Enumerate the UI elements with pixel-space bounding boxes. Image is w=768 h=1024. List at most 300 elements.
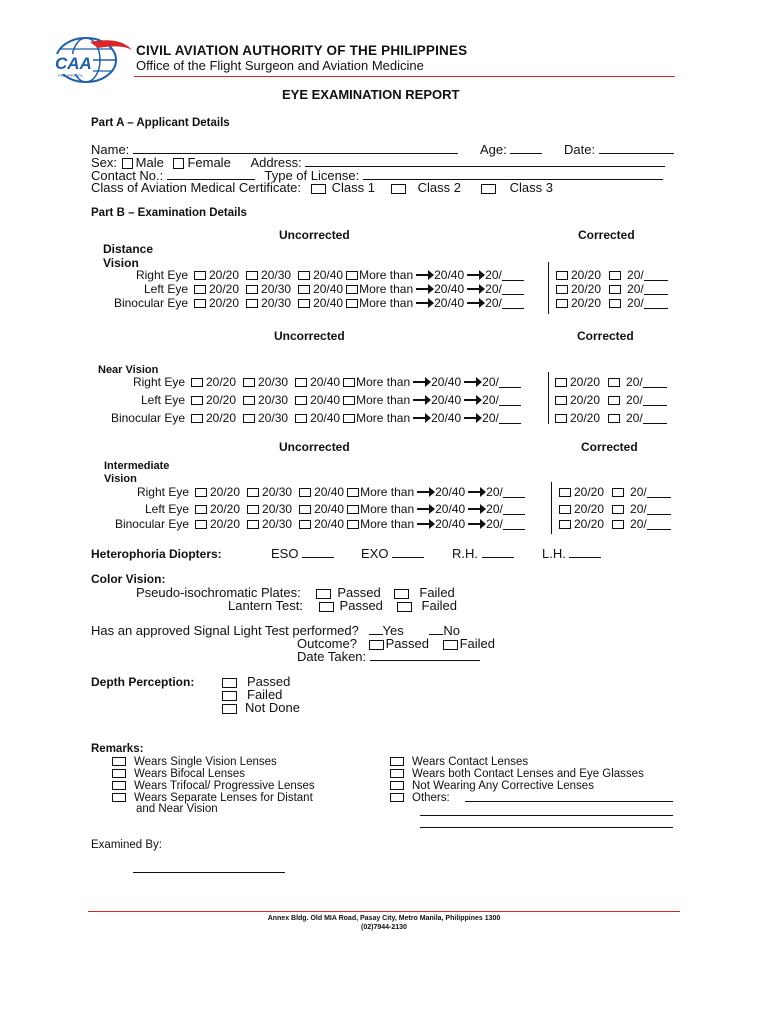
- heterophoria-rh: [452, 546, 514, 561]
- depth-notdone-row: [222, 700, 300, 715]
- heterophoria-exo: [361, 546, 424, 561]
- opt-2020-checkbox[interactable]: [191, 378, 203, 387]
- opt-2020-label: 20/20: [206, 375, 237, 389]
- opt-2030-checkbox[interactable]: [246, 271, 258, 280]
- opt-2030-checkbox[interactable]: [247, 488, 259, 497]
- remark-right-item: [390, 792, 450, 804]
- signal-yes-label: Yes: [382, 623, 404, 638]
- opt-result-label: 20/: [482, 375, 499, 389]
- remark-right-label: Others:: [412, 792, 450, 804]
- part-b-heading: Part B – Examination Details: [91, 207, 247, 219]
- opt-2040-label: 20/40: [314, 485, 345, 499]
- class-label: Class of Aviation Medical Certificate:: [91, 180, 302, 195]
- uncorrected-result-field[interactable]: [503, 504, 525, 515]
- corrected-result-field[interactable]: [643, 377, 667, 388]
- pip-passed-label: Passed: [337, 585, 381, 600]
- vision-row-label: Right Eye: [132, 375, 185, 389]
- vision-row-label: Binocular Eye: [114, 517, 189, 531]
- depth-label: Depth Perception:: [91, 675, 195, 689]
- remark-right-item: [390, 780, 594, 792]
- vision-row-left: [100, 502, 525, 516]
- opt-result-label: 20/: [482, 393, 499, 407]
- vision-row-binocular: [100, 517, 525, 531]
- corr-other-checkbox[interactable]: [608, 378, 620, 387]
- corr-2020-checkbox[interactable]: [556, 285, 568, 294]
- depth-failed-label: Failed: [247, 687, 283, 702]
- arrow-right-icon: [416, 288, 432, 290]
- class3-label: Class 3: [509, 180, 553, 195]
- arrow-right-icon: [467, 274, 483, 276]
- vision-row-right: [100, 375, 521, 389]
- corr-2020-checkbox[interactable]: [559, 488, 571, 497]
- opt-more-label: More than: [356, 393, 411, 407]
- org-name: CIVIL AVIATION AUTHORITY OF THE PHILIPPINES: [136, 43, 468, 58]
- opt-more-checkbox[interactable]: [343, 396, 355, 405]
- arrow-right-icon: [467, 288, 483, 290]
- opt-2040-checkbox[interactable]: [299, 505, 311, 514]
- outcome-passed-label: Passed: [385, 636, 429, 651]
- corr-other-label: 20/: [627, 268, 644, 282]
- arrow-right-icon: [464, 381, 480, 383]
- heterophoria-lh: [542, 546, 601, 561]
- vision-row-label: Left Eye: [140, 393, 185, 407]
- opt-2040-checkbox[interactable]: [298, 285, 310, 294]
- vision-row-label: Left Eye: [144, 502, 189, 516]
- opt-2040-checkbox[interactable]: [298, 299, 310, 308]
- opt-more-checkbox[interactable]: [346, 299, 358, 308]
- uncorrected-result-field[interactable]: [499, 413, 521, 424]
- vision-row-label: Right Eye: [135, 268, 188, 282]
- opt-more-label: More than: [356, 411, 411, 425]
- lantern-passed-label: Passed: [339, 598, 383, 613]
- date-taken-row: [297, 649, 480, 664]
- opt-2040-checkbox[interactable]: [295, 378, 307, 387]
- remark-left-label: Wears Bifocal Lenses: [134, 768, 246, 780]
- intermediate-vision-label-2: Vision: [104, 473, 137, 485]
- opt-2020-label: 20/20: [210, 502, 241, 516]
- rh-label: R.H.: [452, 546, 478, 561]
- opt-2040-label: 20/40: [310, 411, 341, 425]
- heterophoria-row: [91, 546, 222, 561]
- opt-result-label: 20/: [486, 517, 503, 531]
- name-label: Name:: [91, 142, 130, 157]
- opt-result-label: 20/: [482, 411, 499, 425]
- corr-other-checkbox[interactable]: [612, 520, 624, 529]
- corr-2020-label: 20/20: [574, 502, 605, 516]
- opt-to-label: 20/40: [435, 485, 466, 499]
- logo-text: CAA: [55, 54, 92, 73]
- opt-result-label: 20/: [486, 502, 503, 516]
- uncorrected-result-field[interactable]: [502, 270, 524, 281]
- corrected-row-binocular: [559, 517, 671, 531]
- uncorrected-result-field[interactable]: [499, 395, 521, 406]
- outcome-failed-label: Failed: [459, 636, 496, 651]
- male-label: Male: [135, 155, 164, 170]
- footer-address: Annex Bldg. Old MIA Road, Pasay City, Metro Manila, Philippines 1300: [267, 915, 501, 922]
- vision-row-left: [100, 393, 521, 407]
- opt-2030-label: 20/30: [262, 502, 293, 516]
- header-rule: [134, 76, 675, 77]
- heterophoria-label: Heterophoria Diopters:: [91, 547, 222, 561]
- opt-2040-checkbox[interactable]: [299, 520, 311, 529]
- arrow-right-icon: [413, 399, 429, 401]
- opt-to-label: 20/40: [431, 411, 462, 425]
- remark-right-label: Wears Contact Lenses: [412, 756, 529, 768]
- corrected-result-field[interactable]: [647, 487, 671, 498]
- remark-right-label: Wears both Contact Lenses and Eye Glasses: [412, 768, 644, 780]
- opt-more-checkbox[interactable]: [346, 271, 358, 280]
- distance-corrected-header: Corrected: [578, 228, 635, 242]
- arrow-right-icon: [413, 381, 429, 383]
- corrected-row-right: [556, 268, 668, 282]
- corr-other-label: 20/: [630, 502, 647, 516]
- opt-to-label: 20/40: [435, 502, 466, 516]
- heterophoria-eso: [271, 546, 334, 561]
- remark-left-label: Wears Single Vision Lenses: [134, 756, 277, 768]
- remark-right-label: Not Wearing Any Corrective Lenses: [412, 780, 594, 792]
- vision-row-right: [100, 485, 525, 499]
- corr-2020-checkbox[interactable]: [556, 299, 568, 308]
- others-line-3[interactable]: [420, 827, 673, 828]
- opt-2020-label: 20/20: [209, 282, 240, 296]
- remark-right-checkbox[interactable]: [390, 793, 404, 802]
- opt-2040-label: 20/40: [314, 517, 345, 531]
- opt-2040-checkbox[interactable]: [295, 396, 307, 405]
- uncorrected-result-field[interactable]: [503, 519, 525, 530]
- opt-result-label: 20/: [485, 268, 502, 282]
- corr-other-label: 20/: [627, 296, 644, 310]
- contact-field[interactable]: [167, 168, 255, 180]
- signal-no-field[interactable]: [429, 623, 443, 635]
- vision-row-left: [100, 282, 524, 296]
- opt-2030-label: 20/30: [261, 296, 292, 310]
- opt-2030-checkbox[interactable]: [247, 505, 259, 514]
- arrow-right-icon: [464, 417, 480, 419]
- corr-2020-label: 20/20: [571, 296, 602, 310]
- opt-2030-checkbox[interactable]: [246, 299, 258, 308]
- lantern-label: Lantern Test:: [228, 598, 303, 613]
- opt-2030-checkbox[interactable]: [246, 285, 258, 294]
- rh-field[interactable]: [482, 546, 514, 558]
- opt-result-label: 20/: [485, 296, 502, 310]
- corr-2020-label: 20/20: [571, 282, 602, 296]
- opt-more-label: More than: [360, 485, 415, 499]
- opt-2030-label: 20/30: [258, 393, 289, 407]
- opt-2030-checkbox[interactable]: [243, 396, 255, 405]
- outcome-label: Outcome?: [297, 636, 357, 651]
- opt-more-checkbox[interactable]: [346, 285, 358, 294]
- opt-2020-checkbox[interactable]: [191, 396, 203, 405]
- remark-left-checkbox[interactable]: [112, 757, 126, 766]
- caap-logo: [50, 36, 134, 84]
- corr-other-checkbox[interactable]: [609, 285, 621, 294]
- corr-2020-label: 20/20: [570, 375, 601, 389]
- opt-2040-label: 20/40: [313, 268, 344, 282]
- vision-row-label: Right Eye: [136, 485, 189, 499]
- lantern-passed-checkbox[interactable]: [319, 602, 334, 612]
- opt-2020-label: 20/20: [209, 296, 240, 310]
- corr-other-checkbox[interactable]: [612, 505, 624, 514]
- examined-by-label: Examined By:: [91, 839, 162, 851]
- remark-right-checkbox[interactable]: [390, 757, 404, 766]
- corrected-row-right: [555, 375, 667, 389]
- arrow-right-icon: [416, 302, 432, 304]
- arrow-right-icon: [468, 508, 484, 510]
- corr-other-checkbox[interactable]: [612, 488, 624, 497]
- opt-2020-checkbox[interactable]: [194, 299, 206, 308]
- opt-2040-checkbox[interactable]: [299, 488, 311, 497]
- opt-2040-label: 20/40: [310, 375, 341, 389]
- corrected-result-field[interactable]: [643, 413, 667, 424]
- corrected-row-right: [559, 485, 671, 499]
- opt-2020-checkbox[interactable]: [195, 488, 207, 497]
- opt-2020-label: 20/20: [210, 517, 241, 531]
- exo-field[interactable]: [392, 546, 424, 558]
- corr-other-label: 20/: [626, 411, 643, 425]
- remark-right-item: [390, 756, 528, 768]
- distance-vision-label-2: Vision: [103, 256, 139, 270]
- signal-question: Has an approved Signal Light Test performed?: [91, 623, 359, 638]
- distance-vision-label: Distance: [103, 242, 154, 256]
- opt-2020-checkbox[interactable]: [194, 285, 206, 294]
- corrected-row-left: [555, 393, 667, 407]
- corr-other-checkbox[interactable]: [608, 396, 620, 405]
- remark-left-checkbox[interactable]: [112, 793, 126, 802]
- opt-2030-label: 20/30: [258, 375, 289, 389]
- corr-2020-label: 20/20: [571, 268, 602, 282]
- remark-left-label: Wears Separate Lenses for Distant: [134, 792, 313, 804]
- vision-row-label: Binocular Eye: [113, 296, 188, 310]
- corr-other-checkbox[interactable]: [609, 299, 621, 308]
- uncorrected-result-field[interactable]: [499, 377, 521, 388]
- corrected-result-field[interactable]: [644, 270, 668, 281]
- arrow-right-icon: [468, 523, 484, 525]
- arrow-right-icon: [468, 491, 484, 493]
- eso-field[interactable]: [302, 546, 334, 558]
- corrected-row-binocular: [555, 411, 667, 425]
- opt-2020-checkbox[interactable]: [194, 271, 206, 280]
- lantern-row: [228, 598, 457, 613]
- corr-2020-checkbox[interactable]: [555, 378, 567, 387]
- opt-more-checkbox[interactable]: [347, 488, 359, 497]
- corrected-row-binocular: [556, 296, 668, 310]
- opt-2030-label: 20/30: [258, 411, 289, 425]
- corr-other-label: 20/: [626, 393, 643, 407]
- opt-2020-checkbox[interactable]: [195, 505, 207, 514]
- vision-row-label: Left Eye: [143, 282, 188, 296]
- eso-label: ESO: [271, 546, 299, 561]
- age-field[interactable]: [510, 142, 542, 154]
- opt-result-label: 20/: [485, 282, 502, 296]
- opt-2030-label: 20/30: [261, 282, 292, 296]
- date-taken-field[interactable]: [370, 649, 480, 661]
- class1-label: Class 1: [331, 180, 376, 195]
- opt-2040-label: 20/40: [313, 296, 344, 310]
- corr-2020-checkbox[interactable]: [556, 271, 568, 280]
- corr-2020-label: 20/20: [574, 517, 605, 531]
- near-divider: [548, 372, 549, 424]
- date-label: Date:: [564, 142, 596, 157]
- remark-right-checkbox[interactable]: [390, 781, 404, 790]
- arrow-right-icon: [413, 417, 429, 419]
- opt-2040-checkbox[interactable]: [295, 414, 307, 423]
- distance-uncorrected-header: Uncorrected: [279, 228, 350, 242]
- distance-divider: [548, 262, 549, 314]
- remark-left-item: [112, 756, 277, 768]
- remark-left-label: Wears Trifocal/ Progressive Lenses: [134, 780, 315, 792]
- exo-label: EXO: [361, 546, 389, 561]
- footer-rule: [88, 911, 680, 912]
- opt-2040-label: 20/40: [314, 502, 345, 516]
- opt-more-label: More than: [360, 502, 415, 516]
- opt-2030-checkbox[interactable]: [243, 414, 255, 423]
- lh-field[interactable]: [569, 546, 601, 558]
- opt-more-label: More than: [356, 375, 411, 389]
- opt-2020-checkbox[interactable]: [195, 520, 207, 529]
- remark-left-item: [112, 768, 245, 780]
- office-name: Office of the Flight Surgeon and Aviation Medicine: [136, 58, 424, 73]
- corrected-result-field[interactable]: [647, 519, 671, 530]
- opt-2020-label: 20/20: [206, 411, 237, 425]
- opt-to-label: 20/40: [435, 517, 466, 531]
- opt-2020-label: 20/20: [209, 268, 240, 282]
- opt-2030-checkbox[interactable]: [247, 520, 259, 529]
- address-field[interactable]: [305, 155, 665, 167]
- pip-failed-label: Failed: [419, 585, 455, 600]
- opt-more-label: More than: [359, 282, 414, 296]
- near-corrected-header: Corrected: [577, 329, 634, 343]
- name-field[interactable]: [133, 142, 458, 154]
- corr-2020-label: 20/20: [570, 393, 601, 407]
- part-a-heading: Part A – Applicant Details: [91, 117, 230, 129]
- arrow-right-icon: [464, 399, 480, 401]
- remark-left-checkbox[interactable]: [112, 769, 126, 778]
- intermediate-uncorrected-header: Uncorrected: [279, 440, 350, 454]
- report-title: EYE EXAMINATION REPORT: [282, 87, 460, 102]
- license-label: Type of License:: [264, 168, 360, 183]
- uncorrected-result-field[interactable]: [503, 487, 525, 498]
- corr-other-checkbox[interactable]: [609, 271, 621, 280]
- color-vision-label: Color Vision:: [91, 572, 166, 586]
- corr-other-label: 20/: [630, 517, 647, 531]
- age-label: Age:: [480, 142, 507, 157]
- class1-checkbox[interactable]: [311, 184, 326, 194]
- opt-more-label: More than: [359, 268, 414, 282]
- footer-phone: (02)7944-2130: [361, 924, 407, 931]
- class-row: [91, 180, 553, 195]
- opt-to-label: 20/40: [434, 296, 465, 310]
- opt-2030-label: 20/30: [262, 517, 293, 531]
- corrected-result-field[interactable]: [647, 504, 671, 515]
- uncorrected-result-field[interactable]: [502, 284, 524, 295]
- arrow-right-icon: [416, 274, 432, 276]
- class2-checkbox[interactable]: [391, 184, 406, 194]
- opt-to-label: 20/40: [434, 282, 465, 296]
- intermediate-corrected-header: Corrected: [581, 440, 638, 454]
- arrow-right-icon: [417, 523, 433, 525]
- lantern-failed-checkbox[interactable]: [397, 602, 412, 612]
- others-line-2[interactable]: [420, 815, 673, 816]
- remarks-label: Remarks:: [91, 743, 144, 755]
- corr-other-label: 20/: [626, 375, 643, 389]
- opt-more-label: More than: [360, 517, 415, 531]
- pip-label: Pseudo-isochromatic Plates:: [136, 585, 301, 600]
- corr-2020-checkbox[interactable]: [559, 520, 571, 529]
- date-taken-label: Date Taken:: [297, 649, 367, 664]
- opt-2020-checkbox[interactable]: [191, 414, 203, 423]
- corr-other-label: 20/: [630, 485, 647, 499]
- opt-more-checkbox[interactable]: [343, 414, 355, 423]
- vision-row-binocular: [100, 296, 524, 310]
- opt-2030-label: 20/30: [262, 485, 293, 499]
- address-label: Address:: [250, 155, 302, 170]
- corr-2020-checkbox[interactable]: [555, 414, 567, 423]
- sex-label: Sex:: [91, 155, 118, 170]
- others-field[interactable]: [465, 801, 673, 802]
- opt-more-label: More than: [359, 296, 414, 310]
- corrected-result-field[interactable]: [644, 284, 668, 295]
- opt-2040-label: 20/40: [310, 393, 341, 407]
- corr-2020-checkbox[interactable]: [559, 505, 571, 514]
- contact-label: Contact No.:: [91, 168, 164, 183]
- depth-notdone-label: Not Done: [245, 700, 300, 715]
- depth-notdone-checkbox[interactable]: [222, 704, 237, 714]
- remark-right-checkbox[interactable]: [390, 769, 404, 778]
- opt-to-label: 20/40: [431, 393, 462, 407]
- remark-right-item: [390, 768, 644, 780]
- near-uncorrected-header: Uncorrected: [274, 329, 345, 343]
- depth-passed-label: Passed: [247, 674, 291, 689]
- corrected-result-field[interactable]: [643, 395, 667, 406]
- remark-left-checkbox[interactable]: [112, 781, 126, 790]
- vision-row-right: [100, 268, 524, 282]
- signal-no-label: No: [443, 623, 460, 638]
- corr-other-checkbox[interactable]: [608, 414, 620, 423]
- opt-to-label: 20/40: [434, 268, 465, 282]
- opt-2030-checkbox[interactable]: [243, 378, 255, 387]
- opt-2020-label: 20/20: [206, 393, 237, 407]
- opt-to-label: 20/40: [431, 375, 462, 389]
- examiner-signature-line[interactable]: [133, 872, 285, 873]
- opt-more-checkbox[interactable]: [343, 378, 355, 387]
- opt-more-checkbox[interactable]: [347, 505, 359, 514]
- opt-2040-label: 20/40: [313, 282, 344, 296]
- class2-label: Class 2: [417, 180, 461, 195]
- female-label: Female: [187, 155, 231, 170]
- corr-2020-checkbox[interactable]: [555, 396, 567, 405]
- arrow-right-icon: [467, 302, 483, 304]
- class3-checkbox[interactable]: [481, 184, 496, 194]
- opt-result-label: 20/: [486, 485, 503, 499]
- corr-2020-label: 20/20: [574, 485, 605, 499]
- opt-2020-label: 20/20: [210, 485, 241, 499]
- license-field[interactable]: [363, 168, 663, 180]
- opt-2030-label: 20/30: [261, 268, 292, 282]
- corrected-row-left: [556, 282, 668, 296]
- date-field[interactable]: [599, 142, 674, 154]
- corrected-row-left: [559, 502, 671, 516]
- logo-subtext: PHILIPPINES: [58, 73, 83, 78]
- uncorrected-result-field[interactable]: [502, 298, 524, 309]
- signal-yes-field[interactable]: [369, 623, 383, 635]
- opt-2040-checkbox[interactable]: [298, 271, 310, 280]
- remarks-left-cont: and Near Vision: [136, 803, 218, 815]
- corr-2020-label: 20/20: [570, 411, 601, 425]
- vision-row-label: Binocular Eye: [110, 411, 185, 425]
- opt-more-checkbox[interactable]: [347, 520, 359, 529]
- corrected-result-field[interactable]: [644, 298, 668, 309]
- near-vision-label: Near Vision: [98, 364, 159, 376]
